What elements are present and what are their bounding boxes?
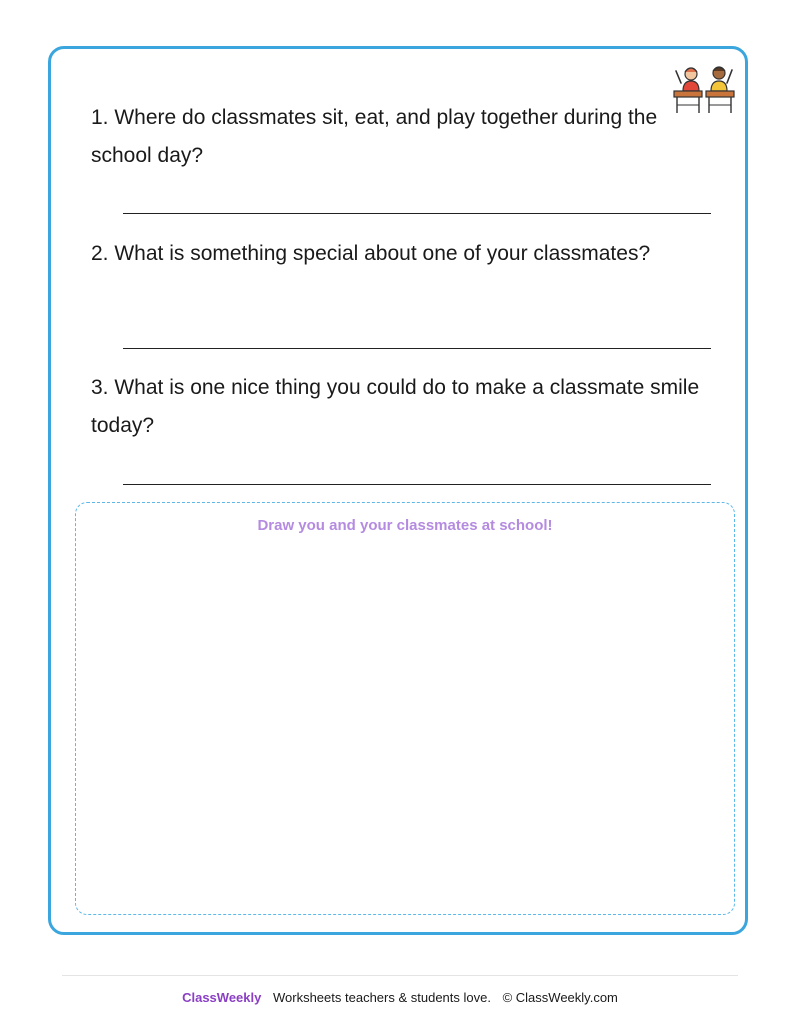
worksheet-frame	[48, 46, 748, 935]
footer-tagline: Worksheets teachers & students love.	[272, 990, 491, 1005]
drawing-area[interactable]	[75, 502, 735, 915]
answer-line-3[interactable]	[123, 484, 711, 485]
answer-line-2[interactable]	[123, 348, 711, 349]
answer-line-1[interactable]	[123, 213, 711, 214]
question-1: 1. Where do classmates sit, eat, and play together during the school day?	[91, 106, 658, 167]
question-3: 3. What is one nice thing you could do to make a classmate smile today?	[91, 376, 700, 437]
footer-brand: ClassWeekly	[182, 990, 262, 1005]
question-2: 2. What is something special about one of your classmates?	[91, 242, 651, 265]
footer	[0, 990, 800, 1005]
footer-divider	[62, 975, 738, 976]
drawing-prompt: Draw you and your classmates at school!	[257, 517, 553, 534]
footer-copyright: © ClassWeekly.com	[502, 990, 618, 1005]
